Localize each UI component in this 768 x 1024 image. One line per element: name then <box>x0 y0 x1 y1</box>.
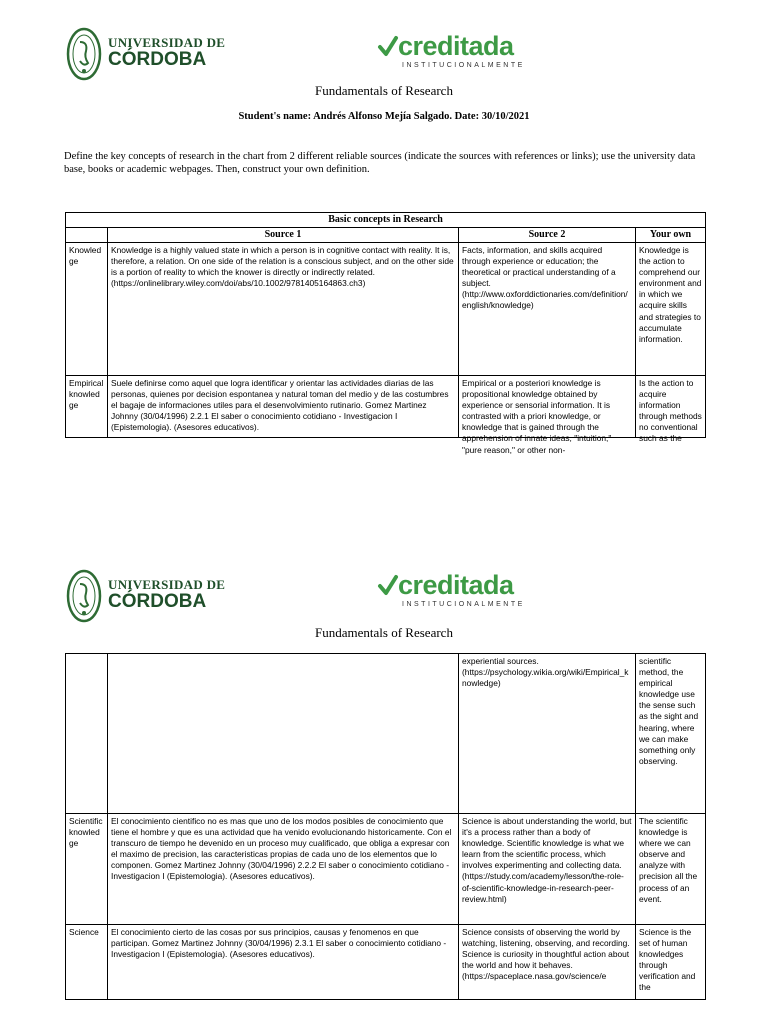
table-row <box>66 925 706 1000</box>
row-own: Is the action to acquire information through methods no conventional such as the <box>639 378 702 444</box>
instructions: Define the key concepts of research in the chart from 2 different reliable sources (indicate the sources with references or links); use the university data base, books or academic webpages. Then, construct your own definition. <box>64 151 696 175</box>
accreditation-logo <box>378 32 526 74</box>
row-own: Knowledge is the action to comprehend our environment and in which we acquire skills and strategies to accumulate information. <box>636 243 706 376</box>
checkmark-icon <box>378 574 398 596</box>
row-own: scientific method, the empirical knowledge use the sense such as the sight and hearing, where we can make something only observing. <box>636 654 706 814</box>
row-source-1: Knowledge is a highly valued state in which a person is in cognitive contact with reality. It is, therefore, a relation. On one side of the relation is a conscious subject, and on the other side is a portion of reality to which the knower is directly or indirectly related. (https://onlinelibrary.wiley.com/doi/abs/10.1002/9781405164863.ch3) <box>108 243 459 376</box>
row-own: The scientific knowledge is where we can observe and analyze with precision all the process of an event. <box>636 814 706 925</box>
accreditation-subtitle: INSTITUCIONALMENTE <box>402 62 525 69</box>
row-source-2: Facts, information, and skills acquired through experience or education; the theoretical or practical understanding of a subject. (http://www.oxforddictionaries.com/definition/english/knowledge) <box>459 243 636 376</box>
table-row <box>66 376 706 438</box>
row-source-1: El conocimiento cierto de las cosas por sus principios, causas y fenomenos en que participan. Gomez Martinez Johnny (30/04/1996) 2.3.1 El saber o conocimiento cotidiano - Investigacion I (Epistemologia). (Asesores educativos). <box>111 927 447 960</box>
page-1 <box>0 0 768 510</box>
page-title: Fundamentals of Research <box>315 625 453 640</box>
table-row <box>66 243 706 376</box>
row-source-1 <box>108 654 459 814</box>
concepts-table <box>65 212 706 455</box>
university-logo <box>66 27 226 87</box>
header-term <box>66 228 108 243</box>
header-source-2: Source 2 <box>459 228 636 243</box>
row-source-2: Empirical or a posteriori knowledge is propositional knowledge obtained by experience or sensorial information. It is contrasted with a priori knowledge, or knowledge that is gained through the apprehension of innate ideas, "intuition," "pure reason," or other non- <box>462 378 612 455</box>
row-term: Empirical knowledge <box>69 378 104 411</box>
accreditation-word: creditada <box>398 570 514 600</box>
university-seal-icon <box>66 569 102 623</box>
checkmark-icon <box>378 35 398 57</box>
row-source-1: El conocimiento cientifico no es mas que uno de los modos posibles de conocimiento que tiene el hombre y que es una actividad que ha venido evolucionando historicamente. Con el transcuro de tiempo he devenido en un proceso muy cualificado, que obliga a expresar con el maximo de precision, las caracteristicas propias de cada uno de los elementos que lo componen. Gomez Martinez Johnny (30/04/1996) 2.2.2 El saber o conocimiento cotidiano - Investigacion I (Epistemologia). (Asesores educativos). <box>108 814 459 925</box>
header-source-1: Source 1 <box>108 228 459 243</box>
row-term: Knowledge <box>66 243 108 376</box>
university-name-top: UNIVERSIDAD DE <box>108 35 226 50</box>
row-term <box>66 654 108 814</box>
university-seal-icon <box>66 27 102 81</box>
accreditation-subtitle: INSTITUCIONALMENTE <box>402 601 525 608</box>
header-own: Your own <box>636 228 706 243</box>
row-own: Science is the set of human knowledges through verification and the <box>639 927 696 993</box>
page-2 <box>0 545 768 1024</box>
accreditation-word: creditada <box>398 31 514 61</box>
row-source-2: experiential sources. (https://psychology.wikia.org/wiki/Empirical_knowledge) <box>459 654 636 814</box>
concepts-table-continued <box>65 653 706 1000</box>
accreditation-logo <box>378 571 526 613</box>
row-source-1: Suele definirse como aquel que logra identificar y orientar las actividades diarias de las personas, quienes por decision espontanea y natural toman del medio y de las costumbres el bagaje de informaciones utiles para el desenvolvimiento rutinario. Gomez Martinez Johnny (30/04/1996) 2.2.1 El saber o conocimiento cotidiano - Investigacion I (Epistemologia). (Asesores educativos). <box>111 378 449 433</box>
row-term: Scientific knowledge <box>66 814 108 925</box>
university-logo <box>66 569 226 629</box>
university-name-bottom: CÓRDOBA <box>108 591 207 612</box>
table-caption: Basic concepts in Research <box>66 213 706 228</box>
table-row <box>66 654 706 814</box>
university-name-top: UNIVERSIDAD DE <box>108 577 226 592</box>
row-source-2: Science is about understanding the world, but it's a process rather than a body of knowledge. Scientific knowledge is what we learn from the scientific process, which involves experimenting and collecting data. (https://study.com/academy/lesson/the-role-of-scientific-knowledge-in-research-peer-review.html) <box>459 814 636 925</box>
university-name-bottom: CÓRDOBA <box>108 49 207 70</box>
row-source-2: Science consists of observing the world by watching, listening, observing, and recording. Science is curiosity in thoughtful action about the world and how it behaves. (https://spaceplace.nasa.gov/science/e <box>462 927 630 982</box>
student-line: Student's name: Andrés Alfonso Mejía Salgado. Date: 30/10/2021 <box>238 111 530 122</box>
table-row <box>66 814 706 925</box>
page-title: Fundamentals of Research <box>315 83 453 98</box>
row-term: Science <box>69 927 99 937</box>
